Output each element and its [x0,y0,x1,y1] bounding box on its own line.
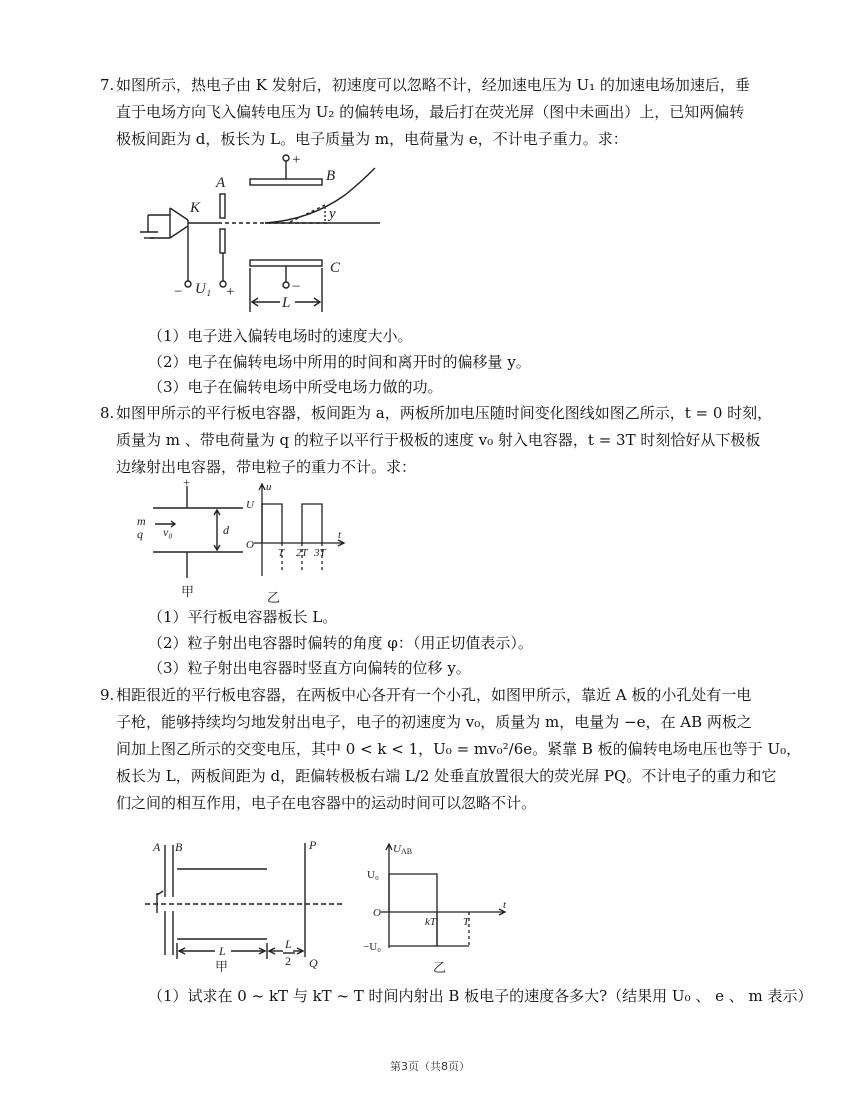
question-7 [100,72,766,153]
tick-2T: 2T [296,547,308,559]
question-text-line: 子枪，能够持续均匀地发射出电子，电子的初速度为 v₀，质量为 m，电量为 −e，在 AB 两板之 [116,713,752,731]
label-plus-B: + [292,152,301,168]
question-text-line: 间加上图乙所示的交变电压，其中 0 < k < 1，U₀ = mv₀²/6e。紧靠 B 板的偏转电场电压也等于 U₀， [116,740,802,758]
tick-3T: 3T [314,547,326,559]
label-y: y [329,206,336,222]
question-text-line: 板长为 L，两板间距为 d，距偏转极板右端 L/2 处垂直放置很大的荧光屏 PQ。不计电子的重力和它 [116,767,777,785]
label-L-half-num: L [285,937,292,951]
question-text-line: 如图所示，热电子由 K 发射后，初速度可以忽略不计，经加速电压为 U₁ 的加速电场加速后，垂 [116,76,750,94]
question-text-line: 相距很近的平行板电容器，在两板中心各开有一个小孔，如图甲所示，靠近 A 板的小孔处有一电 [116,686,752,704]
figure-q9-jia-apparatus [145,835,345,975]
label-m: m [137,514,146,528]
caption-yi: 乙 [267,590,281,605]
label-O: O [246,539,254,551]
label-plus: + [183,475,190,489]
label-t: t [503,899,507,911]
label-U0: U₀ [367,869,379,881]
figure-q9-yi-voltage-graph [365,838,515,978]
caption-yi: 乙 [433,960,447,975]
label-B: B [175,840,183,854]
figure-q8-yi-voltage-graph [240,476,350,604]
label-Q: Q [309,956,318,970]
label-L: L [282,295,291,311]
caption-jia: 甲 [215,959,229,974]
label-d: d [223,523,229,537]
label-U1: U₁ [195,281,212,297]
label-L-half-den: 2 [285,954,291,968]
label-U: U [246,499,254,511]
label-U: U [393,843,401,855]
question-text-line: 极板间距为 d，板长为 L。电子质量为 m，电荷量为 e，不计电子重力。求： [116,130,628,148]
question-text-line: 边缘射出电容器，带电粒子的重力不计。求： [116,458,417,476]
q8-sub-3: （3）粒子射出电容器时竖直方向偏转的位移 y。 [148,659,471,677]
label-A: A [216,175,226,191]
question-8 [100,400,773,481]
question-number: 7. [100,76,115,94]
label-L: L [219,944,226,958]
label-t: t [338,529,342,541]
question-9 [100,682,802,817]
tick-T: T [278,547,285,559]
label-K: K [190,200,201,216]
label-A: A [153,840,161,854]
question-text-line: 直于电场方向飞入偏转电压为 U₂ 的偏转电场，最后打在荧光屏（图中未画出）上，已知两偏转 [116,103,745,121]
q7-sub-1: （1）电子进入偏转电场时的速度大小。 [148,327,413,345]
figure-q8-jia-capacitor [135,475,245,603]
figure-q7-electron-deflection [130,150,380,315]
tick-T: T [463,916,470,928]
question-text-line: 质量为 m 、带电荷量为 q 的粒子以平行于极板的速度 v₀ 射入电容器，t = 3T 时刻恰好从下极板 [116,431,761,449]
label-O: O [373,907,381,919]
question-text-line: 如图甲所示的平行板电容器，板间距为 a，两板所加电压随时间变化图线如图乙所示，t = 0 时刻， [116,404,773,422]
label-u: u [266,481,272,493]
q8-sub-1: （1）平行板电容器板长 L。 [148,608,338,626]
question-number: 8. [100,404,115,422]
tick-kT: kT [425,916,436,928]
page-footer: 第3页（共8页） [390,1060,470,1073]
label-C: C [330,260,341,276]
label-AB-subscript: AB [401,847,413,856]
q9-sub-1: （1）试求在 0 ~ kT 与 kT ~ T 时间内射出 B 板电子的速度各多大?（结果用 U₀ 、 e 、 m 表示） [148,987,813,1005]
label-B: B [326,168,336,184]
q7-sub-2: （2）电子在偏转电场中所用的时间和离开时的偏移量 y。 [148,353,531,371]
label-neg-U0: −U₀ [363,941,381,953]
question-number: 9. [100,686,115,704]
q8-sub-2: （2）粒子射出电容器时偏转的角度 φ：（用正切值表示）。 [148,634,533,652]
label-q: q [137,527,143,541]
label-minus-C: − [292,279,301,295]
label-plus-A: + [226,284,235,300]
question-text-line: 们之间的相互作用，电子在电容器中的运动时间可以忽略不计。 [116,794,537,812]
caption-jia: 甲 [181,584,195,599]
label-minus-K: − [174,284,183,300]
label-P: P [309,838,317,852]
q7-sub-3: （3）电子在偏转电场中所受电场力做的功。 [148,378,443,396]
label-v0: v₀ [163,525,173,539]
